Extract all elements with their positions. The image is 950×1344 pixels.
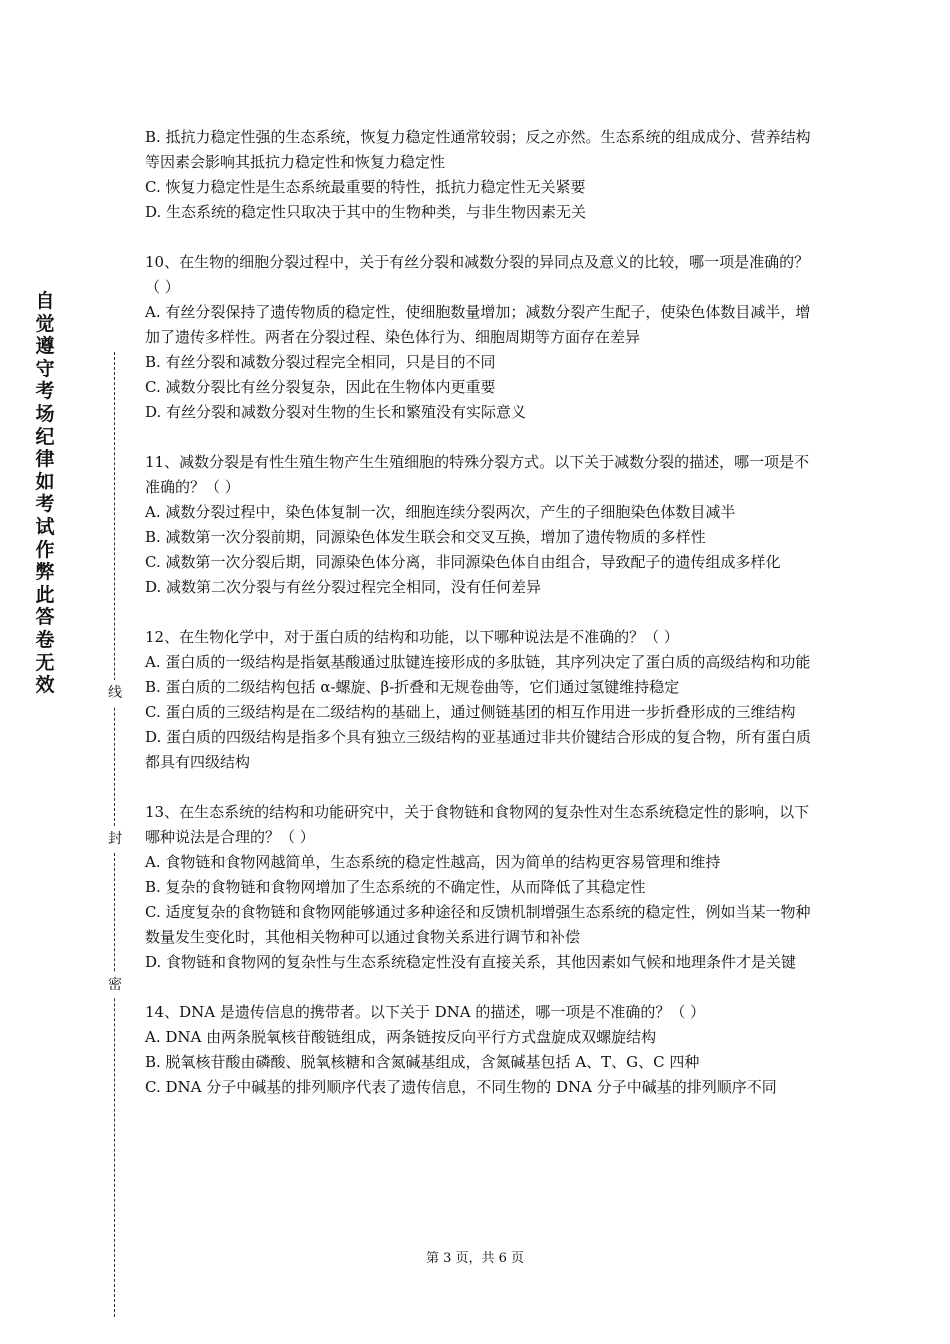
option-a: A. 蛋白质的一级结构是指氨基酸通过肽键连接形成的多肽链，其序列决定了蛋白质的高级结构和功能 bbox=[145, 653, 811, 671]
option-b: B. 抵抗力稳定性强的生态系统，恢复力稳定性通常较弱；反之亦然。生态系统的组成成分、营养结构等因素会影响其抵抗力稳定性和恢复力稳定性 bbox=[145, 128, 811, 171]
option-b: B. 减数第一次分裂前期，同源染色体发生联会和交叉互换，增加了遗传物质的多样性 bbox=[145, 528, 706, 546]
question-10 bbox=[145, 250, 815, 425]
option-d: D. 生态系统的稳定性只取决于其中的生物种类，与非生物因素无关 bbox=[145, 203, 587, 221]
option-c: C. 蛋白质的三级结构是在二级结构的基础上，通过侧链基团的相互作用进一步折叠形成的三维结构 bbox=[145, 703, 796, 721]
option-b: B. 脱氧核苷酸由磷酸、脱氧核糖和含氮碱基组成，含氮碱基包括 A、T、G、C 四种 bbox=[145, 1053, 700, 1071]
question-stem: 13、在生态系统的结构和功能研究中，关于食物链和食物网的复杂性对生态系统稳定性的影响，以下哪种说法是合理的？（ ） bbox=[145, 803, 810, 846]
question-11 bbox=[145, 450, 815, 600]
notice-char: 无 bbox=[35, 651, 55, 674]
question-stem: 11、减数分裂是有性生殖生物产生生殖细胞的特殊分裂方式。以下关于减数分裂的描述，哪一项是不准确的？（ ） bbox=[145, 453, 810, 496]
question-13 bbox=[145, 800, 815, 975]
binding-mark-line: 线 bbox=[104, 680, 126, 706]
notice-char: 场 bbox=[35, 402, 55, 425]
option-d: D. 食物链和食物网的复杂性与生态系统稳定性没有直接关系，其他因素如气候和地理条件才是关键 bbox=[145, 953, 797, 971]
question-stem: 14、DNA 是遗传信息的携带者。以下关于 DNA 的描述，哪一项是不准确的？（ ） bbox=[145, 1003, 706, 1021]
notice-char: 考 bbox=[35, 380, 55, 403]
question-stem: 12、在生物化学中，对于蛋白质的结构和功能，以下哪种说法是不准确的？（ ） bbox=[145, 628, 679, 646]
binding-mark-seal: 封 bbox=[104, 826, 126, 852]
option-a: A. 有丝分裂保持了遗传物质的稳定性，使细胞数量增加；减数分裂产生配子，使染色体数目减半，增加了遗传多样性。两者在分裂过程、染色体行为、细胞周期等方面存在差异 bbox=[145, 303, 811, 346]
exam-discipline-notice bbox=[30, 290, 60, 697]
option-d: D. 蛋白质的四级结构是指多个具有独立三级结构的亚基通过非共价键结合形成的复合物，所有蛋白质都具有四级结构 bbox=[145, 728, 812, 771]
option-a: A. DNA 由两条脱氧核苷酸链组成，两条链按反向平行方式盘旋成双螺旋结构 bbox=[145, 1028, 657, 1046]
option-a: A. 食物链和食物网越简单，生态系统的稳定性越高，因为简单的结构更容易管理和维持 bbox=[145, 853, 721, 871]
question-content bbox=[145, 125, 815, 1100]
page-number: 第 3 页，共 6 页 bbox=[425, 1251, 525, 1266]
notice-char: 纪 bbox=[35, 425, 55, 448]
option-d: D. 减数第二次分裂与有丝分裂过程完全相同，没有任何差异 bbox=[145, 578, 542, 596]
option-b: B. 有丝分裂和减数分裂过程完全相同，只是目的不同 bbox=[145, 353, 496, 371]
continued-options bbox=[145, 125, 815, 225]
option-c: C. 恢复力稳定性是生态系统最重要的特性，抵抗力稳定性无关紧要 bbox=[145, 178, 586, 196]
notice-char: 律 bbox=[35, 448, 55, 471]
notice-char: 效 bbox=[35, 674, 55, 697]
option-c: C. 减数分裂比有丝分裂复杂，因此在生物体内更重要 bbox=[145, 378, 496, 396]
notice-char: 弊 bbox=[35, 561, 55, 584]
option-a: A. 减数分裂过程中，染色体复制一次，细胞连续分裂两次，产生的子细胞染色体数目减半 bbox=[145, 503, 736, 521]
notice-char: 此 bbox=[35, 583, 55, 606]
notice-char: 自 bbox=[35, 290, 55, 312]
question-14 bbox=[145, 1000, 815, 1100]
notice-char: 答 bbox=[35, 606, 55, 629]
notice-char: 遵 bbox=[35, 335, 55, 358]
option-b: B. 蛋白质的二级结构包括 α-螺旋、β-折叠和无规卷曲等，它们通过氢键维持稳定 bbox=[145, 678, 680, 696]
option-c: C. 减数第一次分裂后期，同源染色体分离，非同源染色体自由组合，导致配子的遗传组成多样化 bbox=[145, 553, 781, 571]
notice-char: 试 bbox=[35, 515, 55, 538]
option-c: C. 适度复杂的食物链和食物网能够通过多种途径和反馈机制增强生态系统的稳定性，例如当某一物种数量发生变化时，其他相关物种可以通过食物关系进行调节和补偿 bbox=[145, 903, 811, 946]
notice-char: 卷 bbox=[35, 628, 55, 651]
notice-char: 作 bbox=[35, 538, 55, 561]
question-12 bbox=[145, 625, 815, 775]
option-b: B. 复杂的食物链和食物网增加了生态系统的不确定性，从而降低了其稳定性 bbox=[145, 878, 646, 896]
option-c: C. DNA 分子中碱基的排列顺序代表了遗传信息，不同生物的 DNA 分子中碱基的排列顺序不同 bbox=[145, 1078, 777, 1096]
notice-char: 考 bbox=[35, 493, 55, 516]
option-d: D. 有丝分裂和减数分裂对生物的生长和繁殖没有实际意义 bbox=[145, 403, 527, 421]
notice-char: 觉 bbox=[35, 312, 55, 335]
binding-mark-secret: 密 bbox=[104, 972, 126, 998]
question-stem: 10、在生物的细胞分裂过程中，关于有丝分裂和减数分裂的异同点及意义的比较，哪一项是准确的？（ ） bbox=[145, 253, 810, 296]
notice-char: 如 bbox=[35, 470, 55, 493]
notice-char: 守 bbox=[35, 357, 55, 380]
